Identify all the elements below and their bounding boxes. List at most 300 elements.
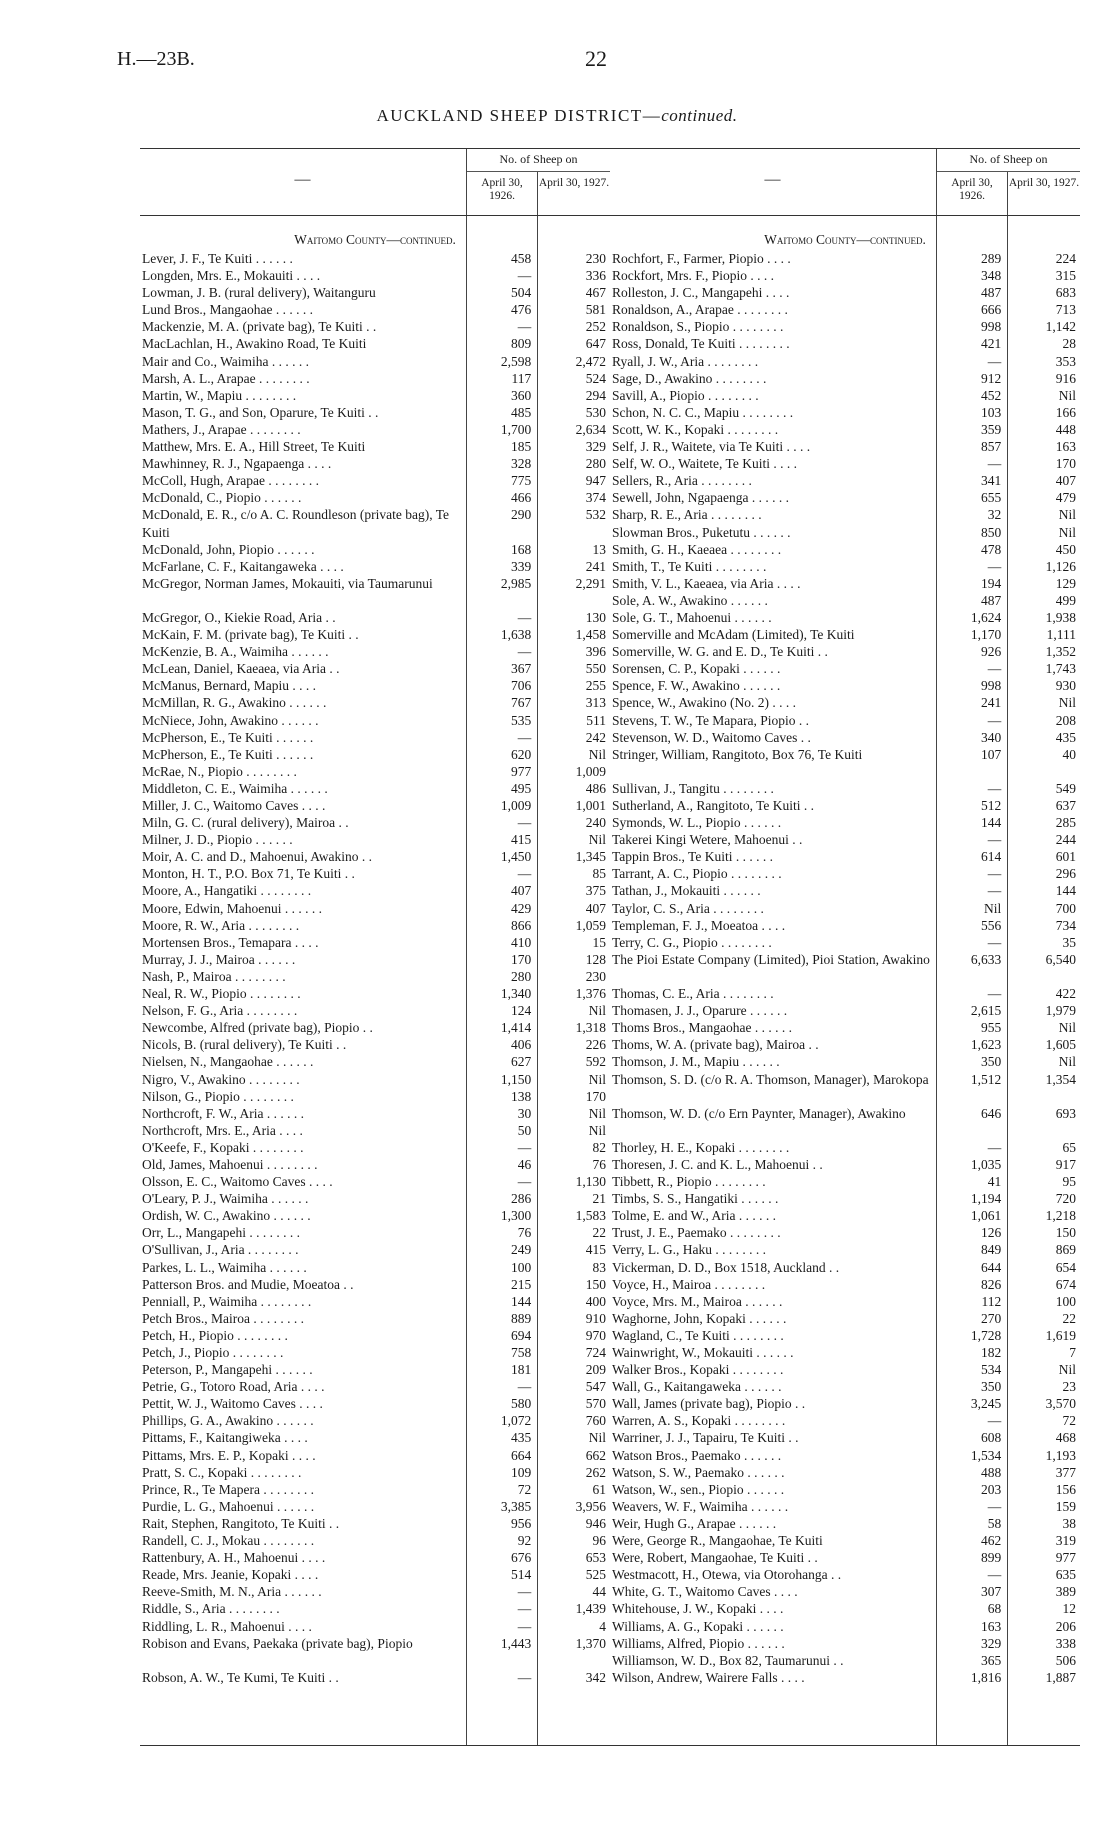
sheep-1927: Nil <box>588 1430 606 1446</box>
sheep-1927: 415 <box>585 1242 606 1258</box>
table-row <box>140 318 610 335</box>
sheep-1926: 429 <box>511 900 532 916</box>
sheep-1927: 28 <box>1062 336 1076 352</box>
table-row <box>610 746 1080 780</box>
sheep-1927: 486 <box>585 780 606 796</box>
sheep-1926: 170 <box>511 951 532 967</box>
table-row <box>610 643 1080 660</box>
table-row <box>610 677 1080 694</box>
holder-name: Moore, A., Hangatiki . . . . . . . . <box>142 883 312 899</box>
holder-name: Robison and Evans, Paekaka (private bag), Piopio <box>142 1635 413 1651</box>
table-row <box>610 660 1080 677</box>
holder-name: Were, George R., Mangaohae, Te Kuiti <box>612 1533 823 1549</box>
holder-name: Tarrant, A. C., Piopio . . . . . . . . <box>612 866 782 882</box>
table-row <box>610 1207 1080 1224</box>
sheep-1927: 506 <box>1055 1652 1076 1668</box>
sheep-1926: 103 <box>981 404 1002 420</box>
table-row <box>140 1618 610 1635</box>
holder-name: Middleton, C. E., Waimiha . . . . . . <box>142 780 328 796</box>
holder-name: Ryall, J. W., Aria . . . . . . . . <box>612 353 759 369</box>
table-row <box>140 558 610 575</box>
holder-name: Petrie, G., Totoro Road, Aria . . . . <box>142 1379 325 1395</box>
sheep-1927: 1,345 <box>575 849 606 865</box>
sheep-1927: 1,218 <box>1045 1208 1076 1224</box>
table-row <box>610 1378 1080 1395</box>
holder-name: McNiece, John, Awakino . . . . . . <box>142 712 319 728</box>
holder-name: Savill, A., Piopio . . . . . . . . <box>612 387 759 403</box>
table-row <box>140 1122 610 1139</box>
sheep-1926: 826 <box>981 1276 1002 1292</box>
sheep-1927: 2,291 <box>575 575 606 591</box>
holder-name: McLean, Daniel, Kaeaea, via Aria . . <box>142 661 340 677</box>
table-row <box>610 404 1080 421</box>
sheep-1926: 1,512 <box>970 1071 1002 1087</box>
holder-name: Old, James, Mahoenui . . . . . . . . <box>142 1156 318 1172</box>
holder-name: Pettit, W. J., Waitomo Caves . . . . <box>142 1396 323 1412</box>
holder-name: Sole, G. T., Mahoenui . . . . . . <box>612 609 772 625</box>
sheep-1927: 970 <box>585 1327 606 1343</box>
holder-name: The Pioi Estate Company (Limited), Pioi Station, Awakino <box>612 951 930 967</box>
holder-name: Somerville and McAdam (Limited), Te Kuiti <box>612 627 855 643</box>
sheep-1927: 674 <box>1055 1276 1076 1292</box>
table-row <box>610 1139 1080 1156</box>
sheep-1926: 767 <box>511 695 532 711</box>
sheep-1926: 124 <box>511 1003 532 1019</box>
sheep-1926: Nil <box>984 900 1002 916</box>
sheep-1926: 72 <box>517 1481 532 1497</box>
sheep-1926: 608 <box>981 1430 1002 1446</box>
sheep-1926: 514 <box>511 1567 532 1583</box>
table-row <box>140 1156 610 1173</box>
table-row <box>610 1071 1080 1105</box>
sheep-1926: 1,638 <box>500 627 532 643</box>
sheep-1927: 467 <box>585 285 606 301</box>
sheep-1926: 350 <box>981 1379 1002 1395</box>
sheep-1927: 6,540 <box>1045 951 1076 967</box>
holder-name: Smith, V. L., Kaeaea, via Aria . . . . <box>612 575 801 591</box>
holder-name: Self, W. O., Waitete, Te Kuiti . . . . <box>612 456 797 472</box>
table-row <box>610 575 1080 592</box>
holder-name: Martin, W., Mapiu . . . . . . . . <box>142 387 297 403</box>
holder-name: Neal, R. W., Piopio . . . . . . . . <box>142 986 301 1002</box>
table-row <box>140 712 610 729</box>
holder-name: McGregor, O., Kiekie Road, Aria . . <box>142 609 336 625</box>
sheep-1926: 2,598 <box>500 353 532 369</box>
sheep-1927: 524 <box>585 370 606 386</box>
holder-name: Thomson, S. D. (c/o R. A. Thomson, Manager), Marokopa <box>612 1071 929 1087</box>
sheep-1927: 294 <box>585 387 606 403</box>
table-row <box>140 1412 610 1429</box>
holder-name: Rattenbury, A. H., Mahoenui . . . . <box>142 1550 326 1566</box>
sheep-1926: 676 <box>511 1550 532 1566</box>
holder-name: Penniall, P., Waimiha . . . . . . . . <box>142 1293 312 1309</box>
sheep-1926: 109 <box>511 1464 532 1480</box>
table-row <box>610 524 1080 541</box>
holder-name: McMillan, R. G., Awakino . . . . . . <box>142 695 327 711</box>
sheep-1927: 916 <box>1055 370 1076 386</box>
table-row <box>610 1481 1080 1498</box>
sheep-1926: 203 <box>981 1481 1002 1497</box>
sheep-1926: 889 <box>511 1310 532 1326</box>
sheep-1926: — <box>517 1379 532 1395</box>
table-row <box>140 301 610 318</box>
sheep-1927: 734 <box>1055 917 1076 933</box>
holder-name: Sage, D., Awakino . . . . . . . . <box>612 370 767 386</box>
sheep-1927: 4 <box>599 1618 606 1634</box>
sheep-1927: 338 <box>1055 1635 1076 1651</box>
table-row <box>610 1464 1080 1481</box>
holder-name: Williams, A. G., Kopaki . . . . . . <box>612 1618 784 1634</box>
sheep-1926: — <box>517 1174 532 1190</box>
holder-name: Ordish, W. C., Awakino . . . . . . <box>142 1208 311 1224</box>
sheep-1927: 296 <box>1055 866 1076 882</box>
table-row <box>140 1498 610 1515</box>
holder-name: Sullivan, J., Tangitu . . . . . . . . <box>612 780 774 796</box>
sheep-1927: 166 <box>1055 404 1076 420</box>
holder-name: Symonds, W. L., Piopio . . . . . . <box>612 815 782 831</box>
table-row <box>140 677 610 694</box>
holder-name: Rait, Stephen, Rangitoto, Te Kuiti . . <box>142 1515 340 1531</box>
holder-name: Wilson, Andrew, Wairere Falls . . . . <box>612 1669 805 1685</box>
table-row <box>610 1344 1080 1361</box>
sheep-1927: 319 <box>1055 1533 1076 1549</box>
sheep-1927: 38 <box>1062 1515 1076 1531</box>
holder-name: Pratt, S. C., Kopaki . . . . . . . . <box>142 1464 302 1480</box>
sheep-1926: 290 <box>511 507 532 523</box>
sheep-1927: 946 <box>585 1515 606 1531</box>
table-row <box>140 746 610 763</box>
sheep-1927: 95 <box>1062 1174 1076 1190</box>
sheep-1926: — <box>517 1669 532 1685</box>
sheep-1926: 487 <box>981 285 1002 301</box>
table-row <box>610 1173 1080 1190</box>
table-row <box>610 1259 1080 1276</box>
table-row <box>610 1429 1080 1446</box>
table-row <box>610 882 1080 899</box>
sheep-1927: 280 <box>585 456 606 472</box>
sheep-1927: 22 <box>592 1225 606 1241</box>
table-row <box>140 1566 610 1583</box>
sheep-1927: 242 <box>585 729 606 745</box>
table-row <box>140 1600 610 1617</box>
sheep-1927: 1,619 <box>1045 1327 1076 1343</box>
sheep-1926: 168 <box>511 541 532 557</box>
sheep-1927: 262 <box>585 1464 606 1480</box>
sheep-1927: 910 <box>585 1310 606 1326</box>
holder-name: Somerville, W. G. and E. D., Te Kuiti . . <box>612 644 828 660</box>
holder-name: Petch Bros., Mairoa . . . . . . . . <box>142 1310 304 1326</box>
table-row <box>140 917 610 934</box>
sheep-1927: 1,059 <box>575 917 606 933</box>
sheep-1926: 421 <box>981 336 1002 352</box>
sheep-1926: 478 <box>981 541 1002 557</box>
table-row <box>140 1276 610 1293</box>
sheep-1927: Nil <box>588 1071 606 1087</box>
sheep-1927: 170 <box>1055 456 1076 472</box>
sheep-1927: 869 <box>1055 1242 1076 1258</box>
sheep-1926: 1,816 <box>970 1669 1002 1685</box>
sheep-1926: 1,624 <box>970 609 1002 625</box>
table-row <box>610 438 1080 455</box>
holder-name: MacLachlan, H., Awakino Road, Te Kuiti <box>142 336 367 352</box>
sheep-1927: 44 <box>592 1584 606 1600</box>
table-row <box>140 882 610 899</box>
table-row <box>610 729 1080 746</box>
table-row <box>140 1635 610 1669</box>
table-row <box>140 472 610 489</box>
holder-name: Patterson Bros. and Mudie, Moeatoa . . <box>142 1276 354 1292</box>
sheep-1926: 50 <box>517 1122 532 1138</box>
sheep-1926: 1,414 <box>500 1020 532 1036</box>
table-row <box>140 1669 610 1686</box>
holder-name: McManus, Bernard, Mapiu . . . . <box>142 678 316 694</box>
sheep-1927: 13 <box>592 541 606 557</box>
header-group: No. of Sheep on <box>969 152 1048 166</box>
sheep-1927: Nil <box>1058 695 1076 711</box>
sheep-1926: — <box>517 1139 532 1155</box>
sheep-1927: 23 <box>1062 1379 1076 1395</box>
holder-name: Williamson, W. D., Box 82, Taumarunui . . <box>612 1652 844 1668</box>
sheep-1927: 35 <box>1062 934 1076 950</box>
sheep-1927: 1,111 <box>1046 627 1076 643</box>
sheep-1927: 22 <box>1062 1310 1076 1326</box>
table-row <box>610 1395 1080 1412</box>
title-main: AUCKLAND SHEEP DISTRICT— <box>376 106 662 125</box>
holder-name: Mair and Co., Waimiha . . . . . . <box>142 353 310 369</box>
holder-name: McColl, Hugh, Arapae . . . . . . . . <box>142 473 319 489</box>
sheep-1927: 230 <box>585 251 606 266</box>
page-title <box>0 106 1114 126</box>
table-row <box>610 1532 1080 1549</box>
sheep-1926: 350 <box>981 1054 1002 1070</box>
table-row <box>610 694 1080 711</box>
table-row <box>140 1481 610 1498</box>
holder-name: Vickerman, D. D., Box 1518, Auckland . . <box>612 1259 840 1275</box>
holder-name: Taylor, C. S., Aria . . . . . . . . <box>612 900 764 916</box>
sheep-1927: 450 <box>1055 541 1076 557</box>
table-row <box>610 318 1080 335</box>
table-row <box>610 609 1080 626</box>
holder-name: Mathers, J., Arapae . . . . . . . . <box>142 421 301 437</box>
holder-name: Waghorne, John, Kopaki . . . . . . <box>612 1310 787 1326</box>
sheep-1927: 1,743 <box>1045 661 1076 677</box>
holder-name: McPherson, E., Te Kuiti . . . . . . <box>142 729 314 745</box>
holder-name: Watson, W., sen., Piopio . . . . . . <box>612 1481 785 1497</box>
table-row <box>610 1583 1080 1600</box>
sheep-1927: 592 <box>585 1054 606 1070</box>
sheep-1927: 662 <box>585 1447 606 1463</box>
sheep-1927: 407 <box>1055 473 1076 489</box>
table-row <box>610 541 1080 558</box>
sheep-1926: — <box>517 1618 532 1634</box>
sheep-1927: 76 <box>592 1156 606 1172</box>
sheep-1926: — <box>517 866 532 882</box>
sheep-1927: 375 <box>585 883 606 899</box>
sheep-1926: 534 <box>981 1362 1002 1378</box>
holder-name: Olsson, E. C., Waitomo Caves . . . . <box>142 1174 333 1190</box>
sheep-1926: 112 <box>981 1293 1002 1309</box>
sheep-1926: 41 <box>987 1174 1002 1190</box>
table-row <box>610 489 1080 506</box>
sheep-1926: — <box>987 1498 1002 1514</box>
sheep-1927: 407 <box>585 900 606 916</box>
sheep-1927: 1,142 <box>1045 319 1076 335</box>
table-row <box>140 370 610 387</box>
holder-name: Voyce, H., Mairoa . . . . . . . . <box>612 1276 766 1292</box>
holder-name: Rockfort, Mrs. F., Piopio . . . . <box>612 268 775 284</box>
sheep-1927: 65 <box>1062 1139 1076 1155</box>
sheep-1926: 100 <box>511 1259 532 1275</box>
header-dash: — <box>764 171 781 188</box>
table-row <box>140 1207 610 1224</box>
sheep-1926: 666 <box>981 302 1002 318</box>
sheep-1926: 512 <box>981 798 1002 813</box>
holder-name: Ronaldson, A., Arapae . . . . . . . . <box>612 302 788 318</box>
sheep-1926: 144 <box>511 1293 532 1309</box>
table-row <box>140 1105 610 1122</box>
sheep-1926: 614 <box>981 849 1002 865</box>
holder-name: Schon, N. C. C., Mapiu . . . . . . . . <box>612 404 794 420</box>
sheep-1927: 96 <box>592 1533 606 1549</box>
table-row <box>610 917 1080 934</box>
table-row <box>610 1618 1080 1635</box>
sheep-1926: 977 <box>511 763 532 779</box>
sheep-1927: 396 <box>585 644 606 660</box>
sheep-1927: Nil <box>588 1003 606 1019</box>
sheep-1927: 720 <box>1055 1191 1076 1207</box>
holder-name: Nelson, F. G., Aria . . . . . . . . <box>142 1003 298 1019</box>
sheep-1927: 150 <box>1055 1225 1076 1241</box>
sheep-1926: — <box>517 1601 532 1617</box>
sheep-1926: 406 <box>511 1037 532 1053</box>
sheep-1927: 315 <box>1055 268 1076 284</box>
sheep-1926: 487 <box>981 592 1002 608</box>
table-row <box>610 900 1080 917</box>
sheep-1927: 693 <box>1055 1105 1076 1121</box>
sheep-1926: 1,072 <box>500 1413 532 1429</box>
sheep-1927: 713 <box>1055 302 1076 318</box>
holder-name: O'Keefe, F., Kopaki . . . . . . . . <box>142 1139 304 1155</box>
holder-name: Moir, A. C. and D., Mahoenui, Awakino . . <box>142 849 372 865</box>
sheep-1926: 458 <box>511 251 532 266</box>
right-table-header <box>610 148 1080 216</box>
holder-name: Wall, James (private bag), Piopio . . <box>612 1396 806 1412</box>
sheep-1926: 956 <box>511 1515 532 1531</box>
sheep-1926: 107 <box>981 746 1002 762</box>
sheep-1926: 348 <box>981 268 1002 284</box>
sheep-1927: 224 <box>1055 251 1076 266</box>
holder-name: Smith, T., Te Kuiti . . . . . . . . <box>612 558 767 574</box>
holder-name: Trust, J. E., Paemako . . . . . . . . <box>612 1225 781 1241</box>
sheep-1926: 194 <box>981 575 1002 591</box>
table-row <box>610 814 1080 831</box>
sheep-1927: 170 <box>585 1088 606 1104</box>
holder-name: Thoms Bros., Mangaohae . . . . . . <box>612 1020 792 1036</box>
table-row <box>140 1173 610 1190</box>
sheep-1926: — <box>987 353 1002 369</box>
sheep-1926: 1,061 <box>970 1208 1002 1224</box>
sheep-1926: 58 <box>987 1515 1002 1531</box>
sheep-1927: Nil <box>588 1105 606 1121</box>
table-row <box>140 1310 610 1327</box>
sheep-1927: Nil <box>1058 1020 1076 1036</box>
table-row <box>610 1310 1080 1327</box>
sheep-1926: 360 <box>511 387 532 403</box>
table-row <box>140 626 610 643</box>
holder-name: Templeman, F. J., Moeatoa . . . . <box>612 917 786 933</box>
holder-name: Thoms, W. A. (private bag), Mairoa . . <box>612 1037 819 1053</box>
sheep-1927: 532 <box>585 507 606 523</box>
table-row <box>140 541 610 558</box>
sheep-1927: 128 <box>585 951 606 967</box>
sheep-1926: 1,534 <box>970 1447 1002 1463</box>
holder-name: Verry, L. G., Haku . . . . . . . . <box>612 1242 766 1258</box>
holder-name: Self, J. R., Waitete, via Te Kuiti . . . . <box>612 439 811 455</box>
sheep-1926: 329 <box>981 1635 1002 1651</box>
sheep-1926: 646 <box>981 1105 1002 1121</box>
table-row <box>610 592 1080 609</box>
sheep-1927: 313 <box>585 695 606 711</box>
sheep-1927: 1,318 <box>575 1020 606 1036</box>
header-group: No. of Sheep on <box>499 152 578 166</box>
sheep-1927: 342 <box>585 1669 606 1685</box>
sheep-1927: Nil <box>588 1122 606 1138</box>
table-row <box>610 506 1080 523</box>
table-row <box>140 1532 610 1549</box>
sheep-1926: 955 <box>981 1020 1002 1036</box>
table-row <box>140 643 610 660</box>
sheep-1927: 130 <box>585 609 606 625</box>
table-row <box>610 1053 1080 1070</box>
sheep-1927: 479 <box>1055 490 1076 506</box>
holder-name: McDonald, C., Piopio . . . . . . <box>142 490 302 506</box>
sheep-1926: 866 <box>511 917 532 933</box>
table-row <box>140 1139 610 1156</box>
table-row <box>140 1361 610 1378</box>
sheep-1927: 144 <box>1055 883 1076 899</box>
table-row <box>610 558 1080 575</box>
holder-name: Sellers, R., Aria . . . . . . . . <box>612 473 752 489</box>
sheep-1926: 504 <box>511 285 532 301</box>
holder-name: Lever, J. F., Te Kuiti . . . . . . <box>142 251 293 266</box>
table-row <box>610 951 1080 985</box>
sheep-1927: 72 <box>1062 1413 1076 1429</box>
sheep-1926: 1,300 <box>500 1208 532 1224</box>
sheep-1926: 644 <box>981 1259 1002 1275</box>
table-row <box>610 1019 1080 1036</box>
table-row <box>140 387 610 404</box>
holder-name: Spence, F. W., Awakino . . . . . . <box>612 678 781 694</box>
sheep-1926: — <box>987 986 1002 1002</box>
table-row <box>140 1019 610 1036</box>
sheep-1926: 3,385 <box>500 1498 532 1514</box>
holder-name: McGregor, Norman James, Mokauiti, via Taumarunui <box>142 575 433 591</box>
holder-name: Mortensen Bros., Temapara . . . . <box>142 934 319 950</box>
table-row <box>140 1344 610 1361</box>
holder-name: Williams, Alfred, Piopio . . . . . . <box>612 1635 785 1651</box>
holder-name: Wagland, C., Te Kuiti . . . . . . . . <box>612 1327 784 1343</box>
table-row <box>140 1293 610 1310</box>
sheep-1927: 1,126 <box>1045 558 1076 574</box>
table-row <box>140 1053 610 1070</box>
table-row <box>140 1447 610 1464</box>
holder-name: Nicols, B. (rural delivery), Te Kuiti . . <box>142 1037 347 1053</box>
table-row <box>140 831 610 848</box>
left-table-body <box>140 216 610 1746</box>
holder-name: Scott, W. K., Kopaki . . . . . . . . <box>612 421 779 437</box>
sheep-1926: 849 <box>981 1242 1002 1258</box>
holder-name: Nilson, G., Piopio . . . . . . . . <box>142 1088 294 1104</box>
